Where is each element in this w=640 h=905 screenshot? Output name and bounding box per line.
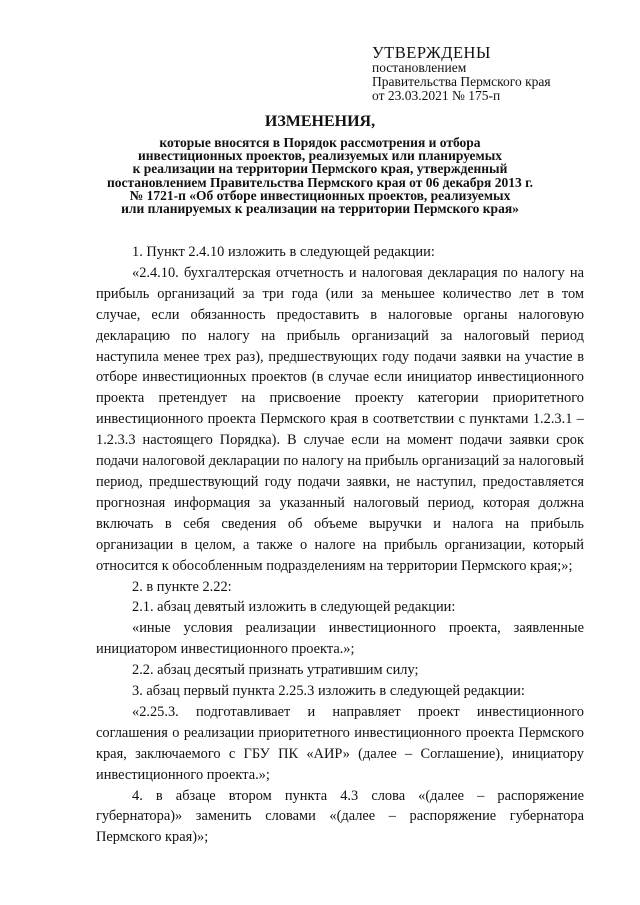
document-body <box>96 242 584 848</box>
approval-line-1: постановлением <box>372 60 467 75</box>
paragraph-item-1: 1. Пункт 2.4.10 изложить в следующей редакции: <box>132 244 435 260</box>
paragraph-item-2: 2. в пункте 2.22: <box>132 578 232 595</box>
subtitle-line: постановлением Правительства Пермского края от 06 декабря 2013 г. <box>106 174 534 190</box>
paragraph-item-2-1: 2.1. абзац девятый изложить в следующей редакции: <box>132 599 456 616</box>
paragraph-item-2-2: 2.2. абзац десятый признать утратившим силу; <box>132 662 419 679</box>
approval-title: УТВЕРЖДЕНЫ <box>372 43 491 62</box>
subtitle-line: № 1721-п «Об отборе инвестиционных проектов, реализуемых <box>129 187 511 203</box>
subtitle-line: к реализации на территории Пермского края, утвержденный <box>132 161 508 177</box>
document-title: ИЗМЕНЕНИЯ, <box>264 113 376 130</box>
paragraph-item-4: 4. в абзаце втором пункта 4.3 слова «(далее – распоряжение губернатора)» заменить словами «(далее – распоряжение губернатора Пермского края)»; <box>96 787 584 846</box>
document-subtitle <box>88 136 552 215</box>
paragraph-item-1-text: «2.4.10. бухгалтерская отчетность и налоговая декларация по налогу на прибыль организаций за три года (или за меньшее количество лет в том случае, если обязанность предоставить в налоговые органы налоговую декларацию по налогу на прибыль организаций за налоговый период наступила менее трех раз), предшествующих году подачи заявки на участие в отборе инвестиционных проектов (в случае если инициатор инвестиционного проекта претендует на присвоение проекту категории приоритетного инвестиционного проекта Пермского края в соответствии с пунктами 1.2.3.1 – 1.2.3.3 настоящего Порядка). В случае если на момент подачи заявки срок подачи налоговой декларации по налогу на прибыль организаций за налоговый период, предшествующий году подачи заявки, не наступил, предоставляется прогнозная информация за указанный налоговый период, которая должна включать в себя сведения об объеме выручки и налога на прибыль организации в целом, а также о налоге на прибыль организации, который относится к обособленным подразделениям на территории Пермского края;»; <box>96 264 584 574</box>
approval-line-3: от 23.03.2021 № 175-п <box>372 88 501 103</box>
paragraph-item-2-1-text: «иные условия реализации инвестиционного проекта, заявленные инициатором инвестиционного проекта.»; <box>96 620 584 658</box>
subtitle-line: которые вносятся в Порядок рассмотрения и отбора <box>159 135 481 150</box>
approval-stamp <box>372 44 632 103</box>
paragraph-item-3: 3. абзац первый пункта 2.25.3 изложить в следующей редакции: <box>132 683 525 700</box>
subtitle-line: или планируемых к реализации на территории Пермского края» <box>121 201 519 217</box>
paragraph-item-3-text: «2.25.3. подготавливает и направляет проект инвестиционного соглашения о реализации приоритетного инвестиционного проекта Пермского края, заключаемого с ГБУ ПК «АИР» (далее – Соглашение), инициатору инвестиционного проекта.»; <box>96 703 584 783</box>
subtitle-line: инвестиционных проектов, реализуемых или планируемых <box>137 148 502 164</box>
approval-line-2: Правительства Пермского края <box>372 74 551 89</box>
